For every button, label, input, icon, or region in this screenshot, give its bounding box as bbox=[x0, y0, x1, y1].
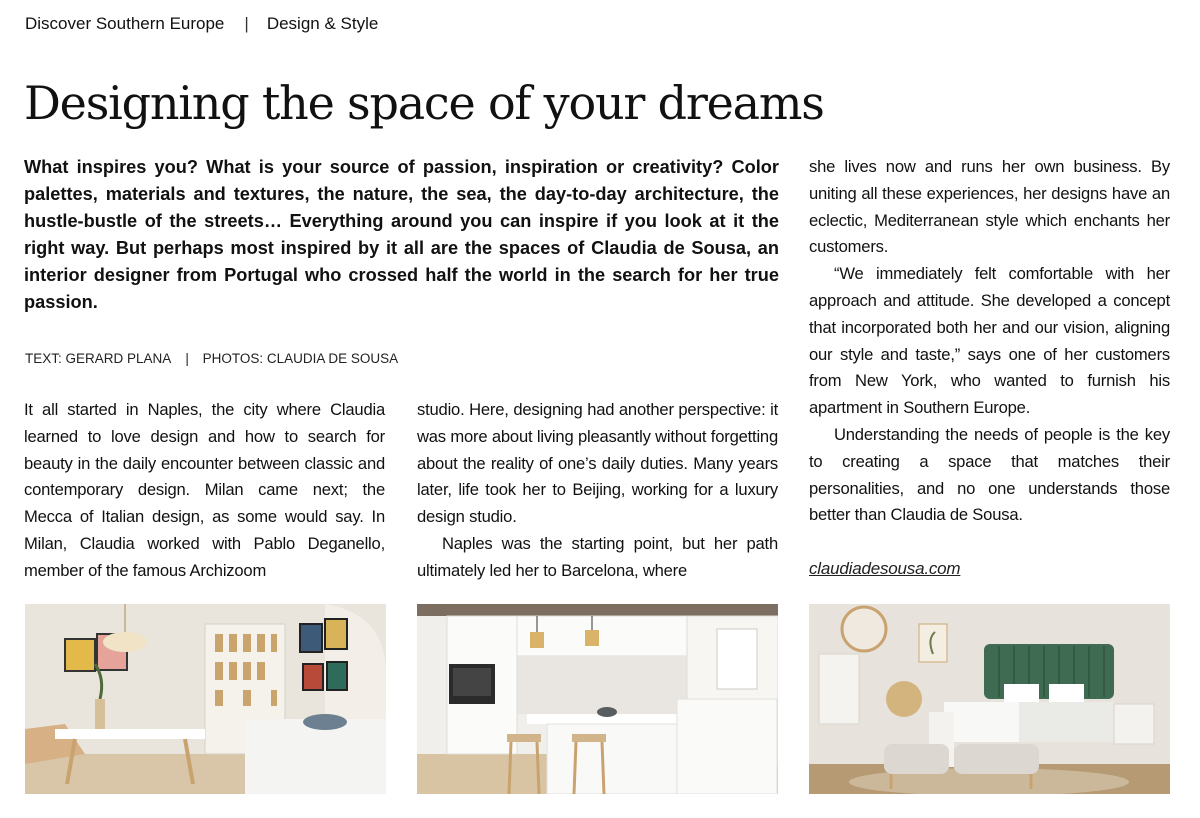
body-column-2 bbox=[417, 397, 778, 585]
photo-bedroom bbox=[809, 604, 1170, 794]
header-divider: | bbox=[244, 14, 249, 33]
text-credit: TEXT: GERARD PLANA bbox=[25, 351, 171, 366]
article-lead: What inspires you? What is your source of passion, inspiration or creativity? Color palettes, materials and textures, the nature, the sea, the day-to-day architecture, the hustle-bustle of the streets… Everything around you can inspire if you look at it the right way. But perhaps most inspired by it all are the spaces of Claudia de Sousa, an interior designer from Portugal who crossed half the world in the search for her true passion. bbox=[24, 157, 779, 312]
article-credits bbox=[25, 351, 398, 366]
running-header bbox=[25, 12, 378, 36]
photo-kitchen bbox=[417, 604, 778, 794]
photo-dining-room bbox=[25, 604, 386, 794]
category-name: Design & Style bbox=[266, 14, 379, 33]
credits-divider: | bbox=[185, 351, 189, 366]
body-paragraph: It all started in Naples, the city where Claudia learned to love design and how to search for beauty in the daily encounter between classic and contemporary design. Milan came next; the Mecca of Italian design, as some would say. In Milan, Claudia worked with Pablo Deganello, member of the famous Archizoom bbox=[24, 400, 385, 580]
body-paragraph: Naples was the starting point, but her path ultimately led her to Barcelona, where bbox=[417, 533, 778, 580]
body-column-1 bbox=[24, 397, 385, 585]
body-column-3 bbox=[809, 154, 1170, 529]
article-title: Designing the space of your dreams bbox=[24, 76, 824, 130]
body-paragraph: Understanding the needs of people is the key to creating a space that matches their personalities, and no one understands those better than Claudia de Sousa. bbox=[809, 424, 1170, 525]
body-paragraph: she lives now and runs her own business. By uniting all these experiences, her designs have an eclectic, Mediterranean style which enchants her customers. bbox=[809, 157, 1170, 257]
website-link[interactable]: claudiadesousa.com bbox=[809, 559, 961, 578]
body-paragraph: “We immediately felt comfortable with her approach and attitude. She developed a concept that incorporated both her and our vision, aligning our style and taste,” says one of her customers from New York, who wanted to furnish his apartment in Southern Europe. bbox=[809, 264, 1170, 418]
body-paragraph: studio. Here, designing had another perspective: it was more about living pleasantly without forgetting about the reality of one’s daily duties. Many years later, life took her to Beijing, working for a luxury design studio. bbox=[417, 400, 778, 527]
photo-credit: PHOTOS: CLAUDIA DE SOUSA bbox=[202, 351, 399, 366]
section-name: Discover Southern Europe bbox=[25, 14, 225, 33]
